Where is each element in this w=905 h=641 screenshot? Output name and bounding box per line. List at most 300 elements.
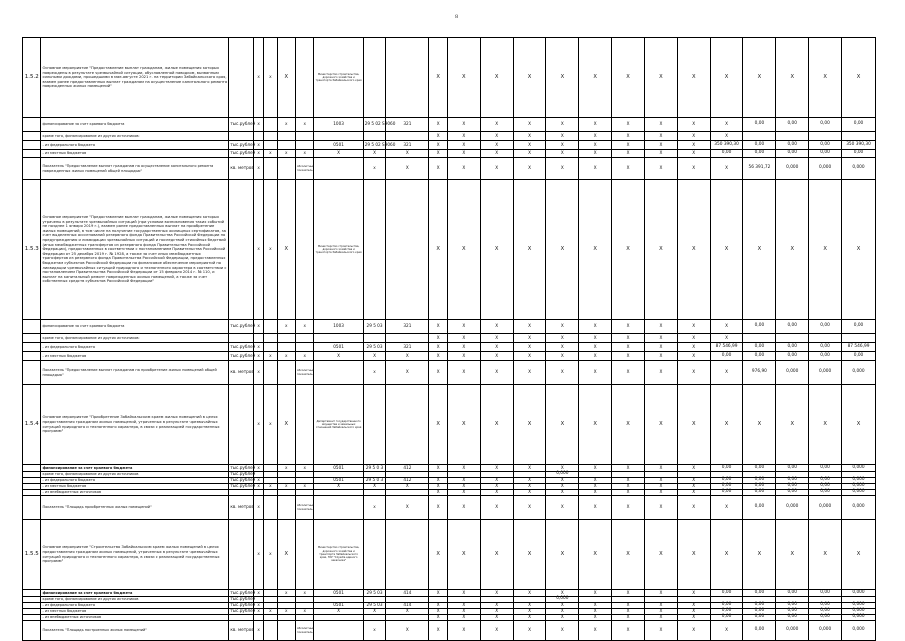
table-cell: X <box>644 343 677 352</box>
table-cell: X <box>253 320 263 334</box>
table-cell: Абсолютный показатель <box>296 158 314 180</box>
table-cell: X <box>447 352 480 361</box>
table-cell: X <box>296 352 314 361</box>
table-cell: X <box>264 180 277 320</box>
table-cell: X <box>480 38 513 118</box>
table-cell: X <box>429 180 447 320</box>
table-cell: X <box>447 609 480 615</box>
table-cell: 0,00 <box>710 603 743 609</box>
table-cell <box>363 38 386 118</box>
table-cell: X <box>612 590 645 597</box>
table-cell: X <box>546 180 579 320</box>
table-cell: X <box>546 496 579 520</box>
table-cell: тыс.рублей <box>230 464 256 470</box>
table-cell: 0,00 <box>710 150 743 158</box>
table-cell: X <box>429 385 447 465</box>
table-cell: X <box>513 496 546 520</box>
table-cell: X <box>644 465 677 472</box>
table-cell: X <box>644 38 677 118</box>
table-cell <box>277 334 295 343</box>
table-cell: X <box>644 320 677 334</box>
table-cell: X <box>677 484 710 490</box>
table-cell: X <box>612 150 645 158</box>
table-cell: X <box>677 158 710 180</box>
table-cell: X <box>842 385 876 465</box>
table-cell: X <box>710 334 743 343</box>
table-cell: X <box>842 520 876 590</box>
table-cell: X <box>480 621 513 641</box>
table-cell: 0,00 <box>743 465 776 472</box>
table-cell: тыс.рублей <box>229 141 254 150</box>
table-cell: тыс.рублей <box>230 608 256 614</box>
table-cell: X <box>579 352 612 361</box>
table-cell <box>809 334 842 343</box>
table-cell: X <box>644 180 677 320</box>
table-cell: кроме того, финансирование из других источников <box>41 472 229 478</box>
table-cell <box>23 621 41 641</box>
table-cell: Министерство строительства, дорожного хозяйства и транспорта Забайкальского края <box>314 38 363 118</box>
table-cell: X <box>480 343 513 352</box>
table-cell: - из федерального бюджета <box>41 343 229 352</box>
table-cell <box>264 334 277 343</box>
table-cell <box>264 343 277 352</box>
table-cell: тыс.рублей <box>229 352 254 361</box>
table-cell: X <box>677 478 710 484</box>
table-cell: 0,00 <box>743 496 776 520</box>
table-cell: 0,00 <box>743 490 776 496</box>
table-cell <box>23 141 41 150</box>
table-cell: 0501 <box>314 590 363 597</box>
table-cell: 0,000 <box>842 484 876 490</box>
table-cell <box>229 132 254 141</box>
table-cell: X <box>677 150 710 158</box>
table-cell <box>296 141 314 150</box>
table-cell <box>363 385 386 465</box>
table-row <box>23 150 876 158</box>
table-cell: X <box>277 352 295 361</box>
table-cell: X <box>677 385 710 465</box>
table-cell: 412 <box>386 478 429 484</box>
table-cell: 0,00 <box>743 603 776 609</box>
table-cell: X <box>363 621 386 641</box>
table-cell: X <box>296 118 314 132</box>
table-cell: X <box>644 385 677 465</box>
table-cell: X <box>677 465 710 472</box>
table-cell: X <box>612 352 645 361</box>
table-cell: X <box>710 496 743 520</box>
table-cell: финансирование за счет краевого бюджета <box>41 118 229 132</box>
table-cell: X <box>677 180 710 320</box>
table-cell: X <box>447 621 480 641</box>
table-cell: 0,00 <box>776 141 809 150</box>
table-cell: X <box>546 478 579 484</box>
table-cell: 350 390,30 <box>710 141 743 150</box>
table-cell: X <box>386 484 429 490</box>
table-cell <box>23 590 41 597</box>
table-cell: X <box>386 496 429 520</box>
table-cell: X <box>677 38 710 118</box>
table-cell: Показатель "Площадь построенных жилых помещений" <box>41 621 229 641</box>
table-cell: X <box>743 520 776 590</box>
table-cell: 0,000 <box>842 615 876 621</box>
table-cell: X <box>644 150 677 158</box>
table-cell <box>264 118 277 132</box>
table-cell: X <box>513 609 546 615</box>
table-cell: 0,00 <box>776 118 809 132</box>
table-cell: X <box>296 590 314 597</box>
table-cell: X <box>277 484 295 490</box>
table-cell: X <box>277 609 295 615</box>
table-cell: X <box>579 385 612 465</box>
table-cell <box>229 520 254 590</box>
table-cell: X <box>513 150 546 158</box>
table-cell: X <box>513 520 546 590</box>
table-cell: X <box>314 150 363 158</box>
table-cell <box>296 343 314 352</box>
table-cell: X <box>429 150 447 158</box>
table-cell: 0,00 <box>710 465 743 472</box>
table-cell: X <box>447 320 480 334</box>
table-cell: X <box>447 496 480 520</box>
table-cell: X <box>480 361 513 385</box>
table-cell: X <box>579 609 612 615</box>
table-cell: X <box>429 490 447 496</box>
table-cell: X <box>253 158 263 180</box>
table-cell: 0,000 <box>842 590 876 597</box>
table-cell: 412 <box>386 465 429 472</box>
table-cell: 0,000 <box>809 158 842 180</box>
table-cell <box>314 361 363 385</box>
table-cell: X <box>429 590 447 597</box>
table-cell: X <box>579 478 612 484</box>
table-cell: X <box>612 38 645 118</box>
table-cell: X <box>612 320 645 334</box>
table-cell: X <box>644 478 677 484</box>
table-cell: X <box>480 118 513 132</box>
table-cell: X <box>363 150 386 158</box>
table-cell: 0501 <box>314 141 363 150</box>
table-cell <box>314 132 363 141</box>
table-row <box>23 141 876 150</box>
table-cell: X <box>809 180 842 320</box>
table-cell: X <box>513 141 546 150</box>
table-cell <box>842 334 876 343</box>
table-cell: X <box>386 158 429 180</box>
table-cell: 0,00 <box>809 352 842 361</box>
table-cell: X <box>644 132 677 141</box>
table-cell: тыс.рублей <box>230 477 256 483</box>
table-row <box>23 496 876 520</box>
table-cell: 0,000 <box>842 496 876 520</box>
table-cell: 0,00 <box>743 352 776 361</box>
table-cell: X <box>612 478 645 484</box>
table-cell: 0,00 <box>743 141 776 150</box>
table-cell: 0,000 <box>546 472 579 478</box>
table-cell: 29 5 03 <box>363 320 386 334</box>
table-cell: 0,000 <box>842 158 876 180</box>
table-cell: X <box>296 150 314 158</box>
table-cell: X <box>809 38 842 118</box>
table-cell: X <box>480 520 513 590</box>
table-cell: 0,00 <box>710 590 743 597</box>
table-cell: X <box>776 38 809 118</box>
table-cell: X <box>546 465 579 472</box>
table-cell: X <box>447 465 480 472</box>
table-row <box>23 361 876 385</box>
table-row <box>23 343 876 352</box>
table-cell: X <box>710 158 743 180</box>
table-cell: 0501 <box>314 603 363 609</box>
table-cell: 0,00 <box>776 352 809 361</box>
table-cell: X <box>677 590 710 597</box>
table-cell: Абсолютный показатель <box>296 621 314 641</box>
table-cell <box>314 496 363 520</box>
table-cell: тыс.рублей <box>230 602 256 608</box>
table-cell: X <box>579 320 612 334</box>
table-cell: 0,00 <box>809 150 842 158</box>
table-cell: 0,00 <box>809 590 842 597</box>
table-cell: X <box>429 603 447 609</box>
table-cell: Министерство строительства, дорожного хозяйства и транспорта Забайкальского края, ГКУ "Служба единого заказчика" <box>314 520 363 590</box>
table-cell: X <box>513 343 546 352</box>
table-cell: X <box>612 334 645 343</box>
table-cell: 0,00 <box>842 320 876 334</box>
table-cell: 0,000 <box>842 465 876 472</box>
table-cell: X <box>429 621 447 641</box>
table-cell: финансирование за счет краевого бюджета <box>41 320 229 334</box>
table-cell: 0,000 <box>842 603 876 609</box>
table-cell <box>314 621 363 641</box>
table-cell <box>23 465 41 472</box>
table-cell: X <box>677 496 710 520</box>
table-cell: X <box>612 132 645 141</box>
table-cell <box>314 334 363 343</box>
table-cell: X <box>546 132 579 141</box>
table-cell: финансирование за счет краевого бюджета <box>41 465 229 472</box>
table-cell: 29 5 0 3 <box>363 478 386 484</box>
table-cell <box>277 496 295 520</box>
table-cell: X <box>612 118 645 132</box>
table-cell: кроме того, финансирование из других источников: <box>41 334 229 343</box>
table-cell: 0,00 <box>809 478 842 484</box>
table-cell: X <box>743 38 776 118</box>
table-cell <box>264 621 277 641</box>
table-cell: X <box>546 334 579 343</box>
table-row <box>23 520 876 590</box>
table-cell <box>23 334 41 343</box>
table-cell: 0,00 <box>710 352 743 361</box>
table-cell: X <box>277 150 295 158</box>
table-cell: X <box>363 609 386 615</box>
table-cell: Абсолютный показатель <box>296 496 314 520</box>
table-cell: - из федерального бюджета <box>41 141 229 150</box>
table-cell: X <box>480 352 513 361</box>
table-cell: X <box>264 609 277 615</box>
table-cell: X <box>277 38 295 118</box>
table-cell: X <box>447 141 480 150</box>
table-cell: 0,00 <box>743 320 776 334</box>
table-cell: X <box>386 352 429 361</box>
table-cell: 0,00 <box>809 603 842 609</box>
table-cell: X <box>253 484 263 490</box>
table-cell: X <box>429 158 447 180</box>
table-cell: 29 5 0 3 <box>363 465 386 472</box>
table-cell: 0,00 <box>842 352 876 361</box>
table-cell <box>23 496 41 520</box>
table-cell: финансирование за счет краевого бюджета <box>41 590 229 597</box>
table-cell: X <box>447 158 480 180</box>
table-cell: кв. метров <box>229 621 254 641</box>
table-cell: Основное мероприятие "Предоставление выплат гражданам, жилые помещения которых утрачены в результате чрезвычайных ситуаций (при условии возникновения таких событий не позднее 1 января 2019 г.), взамен ранее предоставленных выплат на приобретение жилых помещений, в том числе на получение государственных жилищных сертификатов, за счет выделенных ассигнований резервного фонда Правительства Российской Федерации по предупреждению и ликвидации чрезвычайных ситуаций и последствий стихийных бедствий (иных межбюджетных трансфертов из резервного фонда Правительства Российской Федерации), предоставленных в соответствии с постановлением Правительства Российской Федерации от 25 декабря 2019 г. № 1928, а также за счет иных межбюджетных трансфертов из резервного фонда Правительства Российской Федерации, предоставленных бюджетам субъектов Российской Федерации на финансовое обеспечение мероприятий по ликвидации чрезвычайных ситуаций природного и техногенного характера в соответствии с постановлением Правительства Российской Федерации от 15 февраля 2014 г. № 110, и выплат на капитальный ремонт поврежденных жилых помещений, а также за счет собственных средств субъектов Российской Федерации" <box>41 180 229 320</box>
table-cell: X <box>363 484 386 490</box>
table-cell: X <box>513 118 546 132</box>
table-cell: X <box>579 590 612 597</box>
table-cell: X <box>513 385 546 465</box>
table-cell <box>264 465 277 472</box>
table-cell: X <box>579 180 612 320</box>
table-cell: X <box>447 150 480 158</box>
table-cell: X <box>710 320 743 334</box>
table-cell: X <box>644 361 677 385</box>
table-cell: X <box>612 621 645 641</box>
table-cell: 0,00 <box>710 609 743 615</box>
table-cell: 1.5.4 <box>23 385 41 465</box>
table-cell <box>743 334 776 343</box>
table-cell <box>386 334 429 343</box>
table-cell <box>776 132 809 141</box>
table-cell <box>253 334 263 343</box>
table-cell <box>386 520 429 590</box>
table-cell: X <box>429 118 447 132</box>
table-cell: 87 546,99 <box>842 343 876 352</box>
table-cell: 0,00 <box>809 320 842 334</box>
table-cell: X <box>546 590 579 597</box>
table-cell: 0,00 <box>743 343 776 352</box>
table-cell: X <box>612 520 645 590</box>
table-cell <box>264 158 277 180</box>
table-cell: 350 390,30 <box>842 141 876 150</box>
table-cell: X <box>314 484 363 490</box>
table-cell: X <box>513 615 546 621</box>
table-cell: X <box>612 361 645 385</box>
table-cell: X <box>447 603 480 609</box>
table-cell <box>23 320 41 334</box>
table-cell: X <box>314 609 363 615</box>
table-cell: X <box>386 609 429 615</box>
table-cell: 0,00 <box>776 603 809 609</box>
table-cell: X <box>677 132 710 141</box>
table-cell: X <box>363 352 386 361</box>
table-cell <box>363 180 386 320</box>
table-cell: X <box>480 180 513 320</box>
table-cell: X <box>644 590 677 597</box>
table-cell: X <box>546 621 579 641</box>
table-cell: X <box>429 38 447 118</box>
table-cell <box>229 180 254 320</box>
table-cell: X <box>429 320 447 334</box>
table-cell: X <box>480 334 513 343</box>
table-cell: X <box>546 118 579 132</box>
table-cell: X <box>480 590 513 597</box>
table-cell: X <box>429 609 447 615</box>
table-cell: X <box>579 496 612 520</box>
table-cell: - из внебюджетных источников <box>41 615 229 621</box>
table-cell: X <box>253 352 263 361</box>
table-cell: X <box>579 615 612 621</box>
table-cell: X <box>677 334 710 343</box>
table-row <box>23 590 876 597</box>
table-cell: 0,00 <box>776 150 809 158</box>
table-cell: X <box>314 352 363 361</box>
table-cell: X <box>447 180 480 320</box>
table-cell: X <box>277 118 295 132</box>
table-cell: тыс.рублей <box>230 483 256 489</box>
table-cell: X <box>776 520 809 590</box>
table-cell: 29 5 02 S9060 <box>363 118 386 132</box>
table-cell <box>264 496 277 520</box>
table-cell: 29 5 02 S9060 <box>363 141 386 150</box>
table-cell: X <box>480 484 513 490</box>
table-cell: 0,00 <box>842 150 876 158</box>
table-cell: 0,000 <box>546 597 579 603</box>
table-cell: 1.5.5 <box>23 520 41 590</box>
table-cell: X <box>264 385 277 465</box>
table-cell: 0,00 <box>743 609 776 615</box>
table-cell: X <box>546 343 579 352</box>
table-cell: 29 5 03 <box>363 603 386 609</box>
table-cell: X <box>429 141 447 150</box>
table-cell: тыс.рублей <box>230 589 256 595</box>
table-cell <box>23 150 41 158</box>
table-cell <box>264 361 277 385</box>
table-cell: X <box>612 615 645 621</box>
table-cell <box>296 385 314 465</box>
table-cell: X <box>447 520 480 590</box>
table-cell: 0,00 <box>776 609 809 615</box>
table-cell: X <box>546 320 579 334</box>
table-cell: Основное мероприятие "Приобретение Забайкальским краем жилых помещений в целях предоставления гражданам жилых помещений, утраченных в результате чрезвычайных ситуаций природного и техногенного характера, в связи с реализацией государственных программ" <box>41 385 229 465</box>
table-cell: X <box>612 603 645 609</box>
table-cell: X <box>277 180 295 320</box>
table-cell: 321 <box>386 343 429 352</box>
table-cell: X <box>447 361 480 385</box>
table-row <box>23 320 876 334</box>
table-cell: X <box>429 520 447 590</box>
table-cell: 0501 <box>314 478 363 484</box>
table-cell: кв. метров <box>229 158 254 180</box>
table-cell: X <box>579 465 612 472</box>
table-cell <box>277 141 295 150</box>
table-cell: 0,00 <box>743 118 776 132</box>
table-cell: X <box>546 484 579 490</box>
table-cell: X <box>480 385 513 465</box>
table-cell: X <box>513 590 546 597</box>
table-cell: X <box>363 361 386 385</box>
table-cell: 0,000 <box>842 621 876 641</box>
table-cell: X <box>842 38 876 118</box>
table-cell <box>809 132 842 141</box>
table-cell: тыс.рублей <box>230 471 256 477</box>
table-cell: X <box>447 615 480 621</box>
table-cell: 0,00 <box>809 465 842 472</box>
table-cell: 414 <box>386 590 429 597</box>
table-cell: - из федерального бюджета <box>41 478 229 484</box>
table-cell <box>296 520 314 590</box>
table-row <box>23 158 876 180</box>
table-cell: 321 <box>386 320 429 334</box>
table-cell: X <box>612 484 645 490</box>
table-cell: X <box>363 496 386 520</box>
